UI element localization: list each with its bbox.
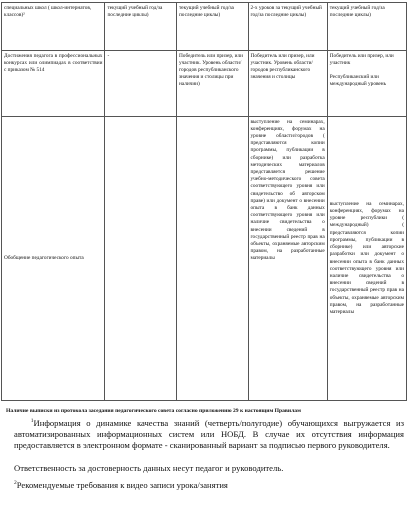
footnote-text: Информация о динамике качества знаний (четверть/полугодие) обучающихся выгружается из автоматизированных информационных систем или НОБД. В случае их отсутствия информация предоставляется в электронном формате - сканированный вариант за подписью первого руководителя.	[14, 418, 405, 451]
responsibility-note: Ответственность за достоверность данных несут педагог и руководитель.	[14, 463, 284, 473]
footnote-2	[14, 480, 404, 491]
footnote-1	[14, 418, 404, 452]
table-cell: текущий учебный год/за последние циклы)	[176, 3, 248, 51]
table-cell: текущий учебный год/за последние циклы)	[327, 3, 406, 51]
table-cell: текущий учебный год/за последние циклы)	[105, 3, 177, 51]
table-note: Наличие выписки из протокола заседания педагогического совета согласно приложению 29 к настоящим Правилам	[6, 408, 301, 414]
footnote-text: Рекомендуемые требования к видео записи урока/занятия	[16, 480, 228, 490]
table-cell: выступление на семинарах, конференциях, форумах на уровне республики ( международный) ( представляются копии программы, публикации в сборнике) или авторские разработки или документ о внесении опыта в банк данных соответствующего уровня или наличие свидетельства о внесении сведений в государственный реестр прав на объекты, охраняемые авторским правом, на разработанные материалы	[327, 117, 406, 401]
table-cell: Обобщение педагогического опыта	[2, 117, 105, 401]
table-cell: Победитель или призер, или участник Республиканский или международный уровень	[327, 51, 406, 117]
table-cell	[105, 117, 177, 401]
table-cell: выступление на семинарах, конференциях, форумах на уровне области/городов ( представляются копии программы, публикации в сборнике) или разработка методических материалов представляется решение учебно-методического совета соответствующего уровня или свидетельство об авторском праве) или документ о внесении опыта в банк данных соответствующего уровня или наличие свидетельства о внесении сведений в государственный реестр прав на объекты, охраняемые авторским правом, на разработанные материалы	[248, 117, 327, 401]
table-cell: -	[105, 51, 177, 117]
footnote-mark: 2	[14, 480, 17, 486]
table-row	[2, 3, 407, 51]
table-cell	[176, 117, 248, 401]
table-cell: Победитель или призер, или участник. Уровень области/ городов республиканского значения и столицы при наличии)	[176, 51, 248, 117]
table-row	[2, 51, 407, 117]
criteria-table	[1, 2, 407, 401]
table-cell: 2-х уроков за текущий учебный год/за последние циклы)	[248, 3, 327, 51]
table-cell: Победитель или призер, или участник. Уровень области/ городов республиканского значения и столицы	[248, 51, 327, 117]
footnote-mark: 1	[30, 418, 34, 424]
table-cell: Достижения педагога в профессиональных конкурсах или олимпиадах в соответствии с приказом № 514	[2, 51, 105, 117]
table-row	[2, 117, 407, 401]
table-cell: специальных школ ( школ-интернатов, классов)²	[2, 3, 105, 51]
